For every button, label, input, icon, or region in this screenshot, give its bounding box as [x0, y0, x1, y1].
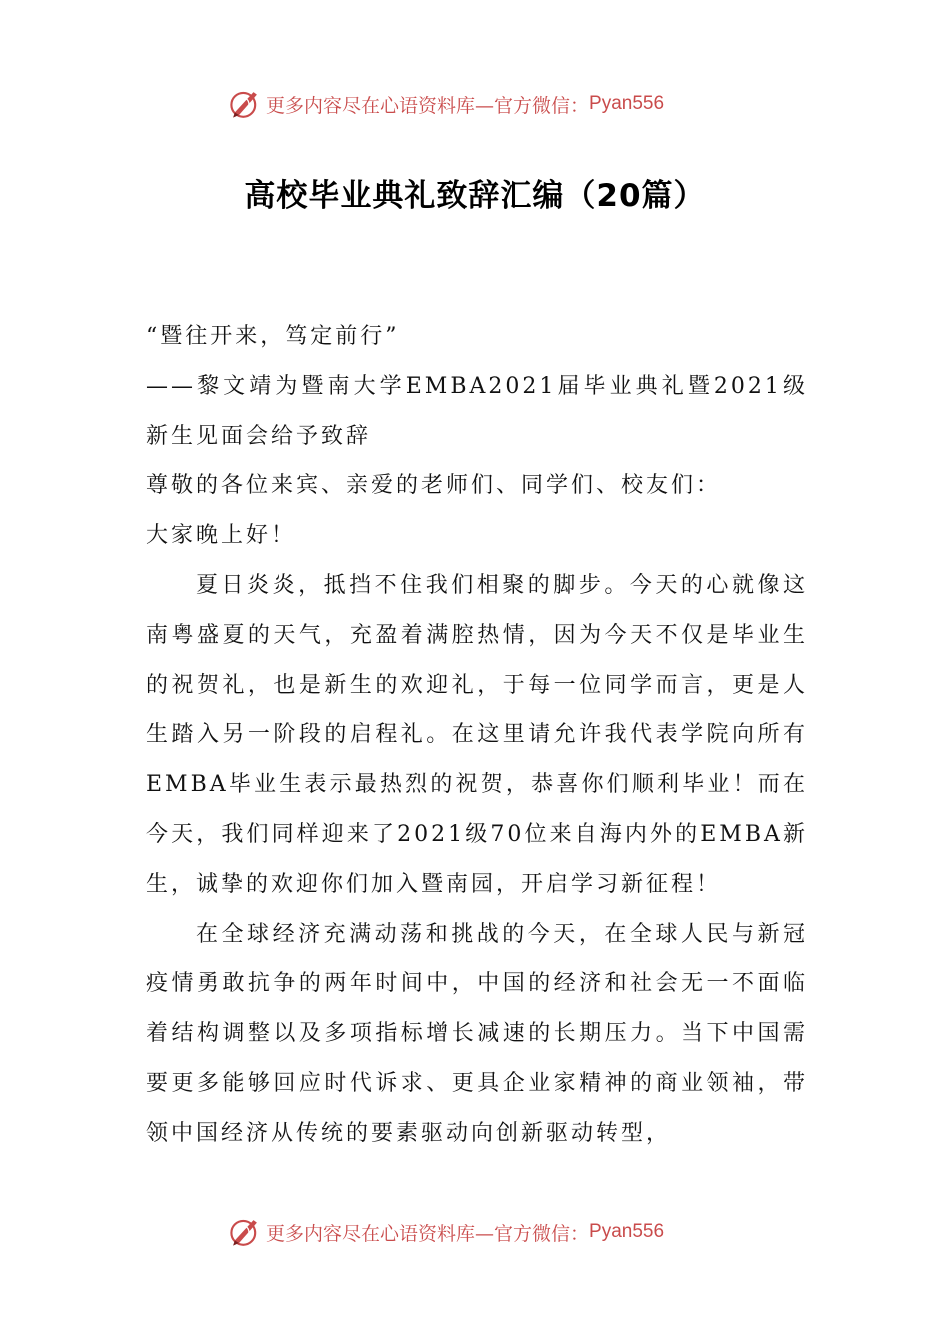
- document-title: 高校毕业典礼致辞汇编（20篇）: [244, 178, 706, 214]
- banner-wechat-id: Pyan556: [589, 93, 665, 114]
- paragraph-quote: “暨往开来，笃定前行”: [146, 324, 400, 349]
- pen-circle-logo-icon: [228, 87, 262, 121]
- banner-text: 更多内容尽在心语资料库—官方微信：: [266, 1222, 590, 1245]
- paragraph-greeting: 大家晚上好！: [146, 523, 297, 549]
- pen-circle-logo-icon: [228, 1215, 262, 1249]
- paragraph-body: 在全球经济充满动荡和挑战的今天，在全球人民与新冠疫情勇敢抗争的两年时间中，中国的经济和社会无一不面临着结构调整以及多项指标增长减速的长期压力。当下中国需要更多能够回应时代诉求、更具企业家精神的商业领袖，带领中国经济从传统的要素驱动向创新驱动转型，: [146, 921, 808, 1146]
- banner-text: 更多内容尽在心语资料库—官方微信：: [266, 94, 590, 117]
- paragraph-byline: ——黎文靖为暨南大学EMBA2021届毕业典礼暨2021级新生见面会给予致辞: [146, 373, 808, 449]
- document-body: [146, 312, 808, 1159]
- footer-banner: [0, 1212, 950, 1252]
- paragraph-salutation: 尊敬的各位来宾、亲爱的老师们、同学们、校友们：: [146, 473, 722, 499]
- header-banner: [0, 84, 950, 124]
- paragraph-body: 夏日炎炎，抵挡不住我们相聚的脚步。今天的心就像这南粤盛夏的天气，充盈着满腔热情，因为今天不仅是毕业生的祝贺礼，也是新生的欢迎礼，于每一位同学而言，更是人生踏入另一阶段的启程礼。在这里请允许我代表学院向所有EMBA毕业生表示最热烈的祝贺，恭喜你们顺利毕业！而在今天，我们同样迎来了2021级70位来自海内外的EMBA新生，诚挚的欢迎你们加入暨南园，开启学习新征程！: [146, 572, 808, 897]
- banner-wechat-id: Pyan556: [589, 1221, 665, 1242]
